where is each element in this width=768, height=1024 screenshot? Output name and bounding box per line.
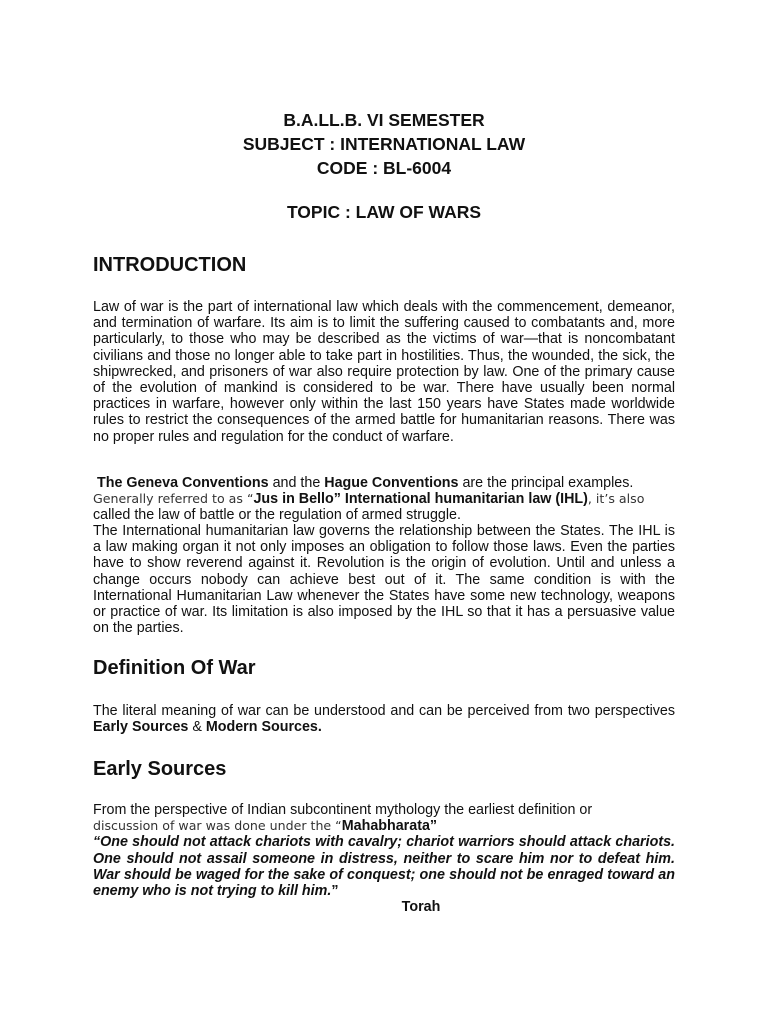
definition-paragraph	[93, 703, 675, 735]
topic-title: TOPIC : LAW OF WARS	[286, 202, 482, 222]
quote-attribution: Torah	[401, 899, 441, 916]
jus-in-bello: Jus in Bello” International humanitarian law (IHL)	[253, 491, 588, 508]
early-line-2	[93, 818, 675, 834]
ihl-line-2: called the law of battle or the regulation of armed struggle.	[93, 507, 461, 524]
text-segment: discussion of war was done under the “	[93, 818, 342, 834]
text-segment: Generally referred to as “	[93, 491, 254, 507]
text-segment: &	[188, 719, 206, 736]
geneva-conventions: The Geneva Conventions	[96, 475, 269, 491]
text-segment: and the	[268, 475, 325, 491]
intro-paragraph-3: The International humanitarian law governs the relationship between the States. The IHL is a law making organ it not only imposes an obligation to follow those laws. Even the parties have to show reverend against it. Revolution is the origin of evolution. Until and unless a change occurs nobody can achieve best out of it. The same condition is with the International Humanitarian Law whenever the States have some new technology, weapons or practice of war. Its limitation is also imposed by the IHL so that it has a persuasive value on the parties.	[93, 523, 675, 637]
modern-sources-bold: Modern Sources.	[205, 719, 322, 736]
semester-title: B.A.LL.B. VI SEMESTER	[283, 110, 485, 130]
early-sources-heading: Early Sources	[93, 758, 227, 780]
ihl-line	[93, 491, 675, 507]
code-title: CODE : BL-6004	[316, 158, 452, 178]
document-header	[0, 108, 768, 224]
quote-text: “One should not attack chariots with cavalry; chariot warriors should attack chariots. One should not assail someone in distress, neither to scare him nor to defeat him. War should be waged for the sake of conquest; one should not be enraged toward an enemy who is not trying to kill him.	[93, 834, 675, 900]
text-segment: are the principal examples.	[458, 475, 634, 491]
conventions-line	[93, 475, 675, 491]
introduction-heading: INTRODUCTION	[93, 254, 247, 276]
hague-conventions: Hague Conventions	[324, 475, 459, 491]
mahabharata-bold: Mahabharata”	[341, 818, 438, 835]
intro-paragraph-1: Law of war is the part of international law which deals with the commencement, demeanor, and termination of warfare. Its aim is to limit the suffering caused to combatants and, more particularly, to those who may be described as the victims of war—that is noncombatant civilians and those no longer able to take part in hostilities. Thus, the wounded, the sick, the shipwrecked, and prisoners of war also require protection by law. One of the primary cause of the evolution of mankind is considered to be war. There have usually been normal practices in warfare, however only within the last 150 years have States made worldwide rules to restrict the consequences of the armed battle for humanitarian reasons. There was no proper rules and regulation for the conduct of warfare.	[93, 299, 675, 445]
intro-paragraph-2	[93, 475, 675, 524]
definition-heading: Definition Of War	[93, 657, 256, 679]
mahabharata-quote	[93, 834, 675, 899]
subject-title: SUBJECT : INTERNATIONAL LAW	[242, 134, 526, 154]
text-segment: , it’s also	[587, 491, 645, 507]
early-sources-paragraph	[93, 802, 675, 915]
early-sources-bold: Early Sources	[93, 719, 189, 736]
quote-end: ”	[331, 883, 339, 900]
text-segment: The literal meaning of war can be understood and can be perceived from two perspectives	[93, 703, 675, 719]
early-line-1: From the perspective of Indian subcontinent mythology the earliest definition or	[93, 802, 593, 818]
